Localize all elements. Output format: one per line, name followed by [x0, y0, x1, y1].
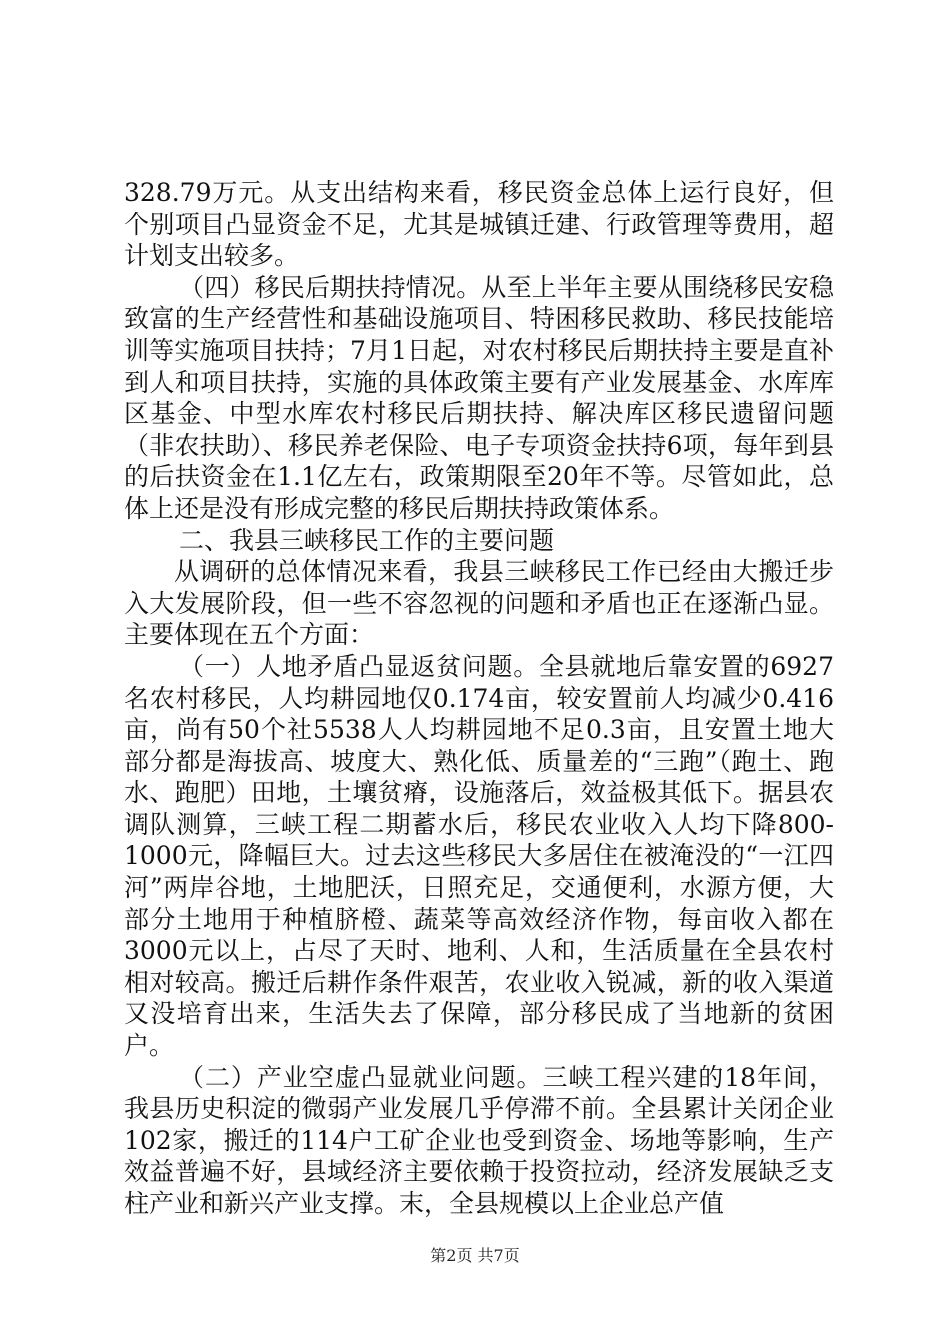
- paragraph-later-support: （四）移民后期扶持情况。从至上半年主要从围绕移民安稳致富的生产经营性和基础设施项目、特困移民救助、移民技能培训等实施项目扶持；7月1日起，对农村移民后期扶持主要是直补到人和项目扶持，实施的具体政策主要有产业发展基金、水库库区基金、中型水库农村移民后期扶持、解决库区移民遗留问题（非农扶助）、移民养老保险、电子专项资金扶持6项，每年到县的后扶资金在1.1亿左右，政策期限至20年不等。尽管如此，总体上还是没有形成完整的移民后期扶持政策体系。: [124, 272, 834, 523]
- paragraph-industry-employment: （二）产业空虚凸显就业问题。三峡工程兴建的18年间，我县历史积淀的微弱产业发展几乎停滞不前。全县累计关闭企业102家，搬迁的114户工矿企业也受到资金、场地等影响，生产效益普遍不好，县域经济主要依赖于投资拉动，经济发展缺乏支柱产业和新兴产业支撑。末，全县规模以上企业总产值: [124, 1062, 834, 1218]
- paragraph-land-conflict: （一）人地矛盾凸显返贫问题。全县就地后靠安置的6927名农村移民，人均耕园地仅0.174亩，较安置前人均减少0.416亩，尚有50个社5538人人均耕园地不足0.3亩，且安置土地大部分都是海拔高、坡度大、熟化低、质量差的“三跑”（跑土、跑水、跑肥）田地，土壤贫瘠，设施落后，效益极其低下。据县农调队测算，三峡工程二期蓄水后，移民农业收入人均下降800-1000元，降幅巨大。过去这些移民大多居住在被淹没的“一江四河”两岸谷地，土地肥沃，日照充足，交通便利，水源方便，大部分土地用于种植脐橙、蔬菜等高效经济作物，每亩收入都在3000元以上，占尽了天时、地利、人和，生活质量在全县农村相对较高。搬迁后耕作条件艰苦，农业收入锐减，新的收入渠道又没培育出来，生活失去了保障，部分移民成了当地新的贫困户。: [124, 651, 834, 1061]
- section-heading-main-problems: 二、我县三峡移民工作的主要问题: [179, 525, 555, 555]
- page-footer: 第2页 共7页: [430, 1246, 520, 1265]
- document-body: [124, 177, 834, 1220]
- paragraph-expenditure-continuation: 328.79万元。从支出结构来看，移民资金总体上运行良好，但个别项目凸显资金不足，尤其是城镇迁建、行政管理等费用，超计划支出较多。: [124, 178, 834, 271]
- paragraph-overview: 从调研的总体情况来看，我县三峡移民工作已经由大搬迁步入大发展阶段，但一些不容忽视的问题和矛盾也正在逐渐凸显。主要体现在五个方面：: [124, 557, 834, 650]
